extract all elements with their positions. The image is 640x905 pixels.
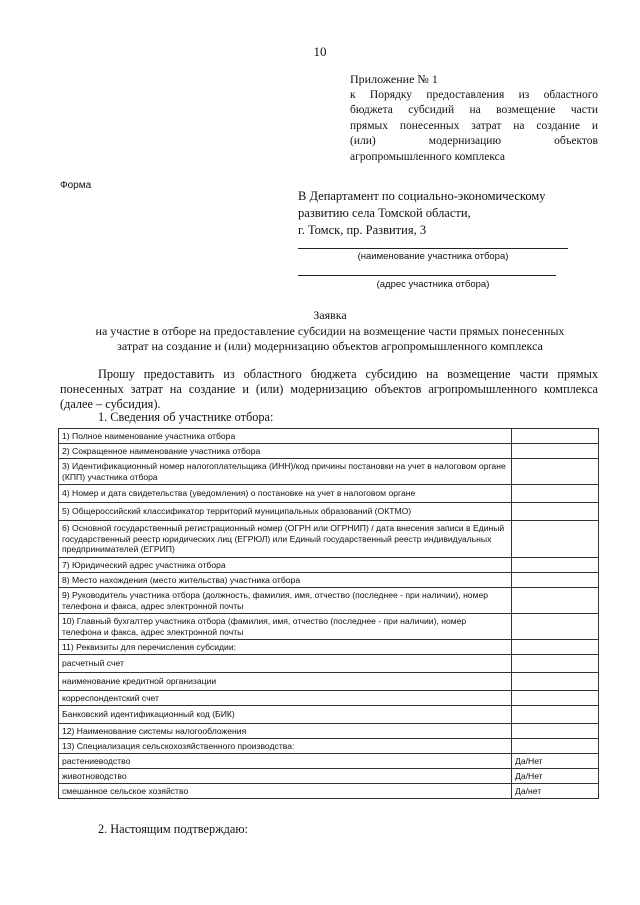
table-row xyxy=(59,485,599,503)
table-cell-label: 3) Идентификационный номер налогоплательщика (ИНН)/код причины постановки на учет в налоговом органе (КПП) участника отбора xyxy=(59,459,512,485)
table-cell-label: 4) Номер и дата свидетельства (уведомления) о постановке на учет в налоговом органе xyxy=(59,485,512,503)
heading-line: на участие в отборе на предоставление субсидии на возмещение части прямых понесенных xyxy=(95,323,565,338)
table-cell-label: животноводство xyxy=(59,769,512,784)
section2-title: 2. Настоящим подтверждаю: xyxy=(98,822,248,836)
table-cell-value[interactable] xyxy=(512,573,599,588)
table-cell-label: смешанное сельское хозяйство xyxy=(59,784,512,799)
table-cell-value[interactable] xyxy=(512,444,599,459)
table-cell-value[interactable]: Да/нет xyxy=(512,784,599,799)
table-cell-label: 12) Наименование системы налогообложения xyxy=(59,724,512,739)
table-cell-label: 8) Место нахождения (место жительства) участника отбора xyxy=(59,573,512,588)
table-cell-label: Банковский идентификационный код (БИК) xyxy=(59,706,512,724)
participant-address-field-line[interactable] xyxy=(298,275,556,276)
table-cell-label: 13) Специализация сельскохозяйственного производства: xyxy=(59,739,512,754)
table-cell-label: растениеводство xyxy=(59,754,512,769)
table-row xyxy=(59,754,599,769)
section1-title: 1. Сведения об участнике отбора: xyxy=(98,410,274,424)
table-cell-value[interactable] xyxy=(512,673,599,691)
table-cell-label: наименование кредитной организации xyxy=(59,673,512,691)
table-row xyxy=(59,640,599,655)
table-row xyxy=(59,444,599,459)
table-row xyxy=(59,739,599,754)
table-cell-value[interactable] xyxy=(512,706,599,724)
table-row xyxy=(59,558,599,573)
table-row xyxy=(59,784,599,799)
appendix-line: агропромышленного комплекса xyxy=(350,150,506,163)
table-cell-value[interactable] xyxy=(512,724,599,739)
table-cell-label: 6) Основной государственный регистрационный номер (ОГРН или ОГРНИП) / дата внесения записи в Единый государственный реестр юридических лиц (ЕГРЮЛ) или Единый государственный реестр индивидуальных предпринимателей (ЕГРИП) xyxy=(59,521,512,558)
table-row xyxy=(59,706,599,724)
table-row xyxy=(59,655,599,673)
table-cell-label: 5) Общероссийский классификатор территорий муниципальных образований (ОКТМО) xyxy=(59,503,512,521)
table-cell-value[interactable] xyxy=(512,691,599,706)
table-cell-value[interactable] xyxy=(512,558,599,573)
table-cell-label: 7) Юридический адрес участника отбора xyxy=(59,558,512,573)
participant-name-field-line[interactable] xyxy=(298,248,568,249)
table-cell-label: 1) Полное наименование участника отбора xyxy=(59,429,512,444)
appendix-line: бюджета субсидий на возмещение части xyxy=(350,104,598,116)
addressee-line: развитию села Томской области, xyxy=(298,206,471,220)
table-cell-value[interactable] xyxy=(512,503,599,521)
table-cell-value[interactable] xyxy=(512,485,599,503)
table-row xyxy=(59,614,599,640)
page-number: 10 xyxy=(313,44,327,59)
table-cell-label: 11) Реквизиты для перечисления субсидии: xyxy=(59,640,512,655)
table-row xyxy=(59,521,599,558)
table-cell-label: 2) Сокращенное наименование участника отбора xyxy=(59,444,512,459)
heading-line: затрат на создание и (или) модернизацию объектов агропромышленного комплекса xyxy=(117,339,543,353)
application-heading xyxy=(60,308,600,355)
form-label: Форма xyxy=(60,180,92,191)
participant-info-table xyxy=(58,428,599,799)
table-row xyxy=(59,429,599,444)
table-row xyxy=(59,769,599,784)
participant-address-caption: (адрес участника отбора) xyxy=(376,279,490,290)
appendix-block xyxy=(350,72,598,165)
table-cell-value[interactable]: Да/Нет xyxy=(512,769,599,784)
table-cell-value[interactable] xyxy=(512,655,599,673)
table-row xyxy=(59,588,599,614)
table-row xyxy=(59,724,599,739)
table-cell-label: 10) Главный бухгалтер участника отбора (фамилия, имя, отчество (последнее - при наличии), номер телефона и факса, адрес электронной почты xyxy=(59,614,512,640)
table-row xyxy=(59,691,599,706)
participant-name-caption: (наименование участника отбора) xyxy=(357,251,509,262)
addressee-line: г. Томск, пр. Развития, 3 xyxy=(298,223,427,237)
appendix-line: к Порядку предоставления из областного xyxy=(350,88,598,101)
table-row xyxy=(59,573,599,588)
addressee-block xyxy=(298,188,598,239)
appendix-title: Приложение № 1 xyxy=(350,72,438,86)
table-cell-value[interactable]: Да/Нет xyxy=(512,754,599,769)
table-cell-value[interactable] xyxy=(512,614,599,640)
table-cell-label: корреспондентский счет xyxy=(59,691,512,706)
request-paragraph: Прошу предоставить из областного бюджета субсидию на возмещение части прямых понесенных затрат на создание и (или) модернизацию объектов агропромышленного комплекса (далее – субсидия). xyxy=(60,367,598,411)
table-cell-value[interactable] xyxy=(512,739,599,754)
table-cell-value[interactable] xyxy=(512,588,599,614)
table-row xyxy=(59,459,599,485)
table-cell-label: расчетный счет xyxy=(59,655,512,673)
table-cell-label: 9) Руководитель участника отбора (должность, фамилия, имя, отчество (последнее - при наличии), номер телефона и факса, адрес электронной почты xyxy=(59,588,512,614)
table-cell-value[interactable] xyxy=(512,459,599,485)
table-cell-value[interactable] xyxy=(512,429,599,444)
appendix-line: (или) модернизацию объектов xyxy=(350,135,598,147)
addressee-line: В Департамент по социально-экономическому xyxy=(298,189,546,203)
appendix-line: прямых понесенных затрат на создание и xyxy=(350,119,598,132)
table-cell-value[interactable] xyxy=(512,640,599,655)
heading-title: Заявка xyxy=(313,308,347,322)
table-row xyxy=(59,503,599,521)
table-cell-value[interactable] xyxy=(512,521,599,558)
table-row xyxy=(59,673,599,691)
